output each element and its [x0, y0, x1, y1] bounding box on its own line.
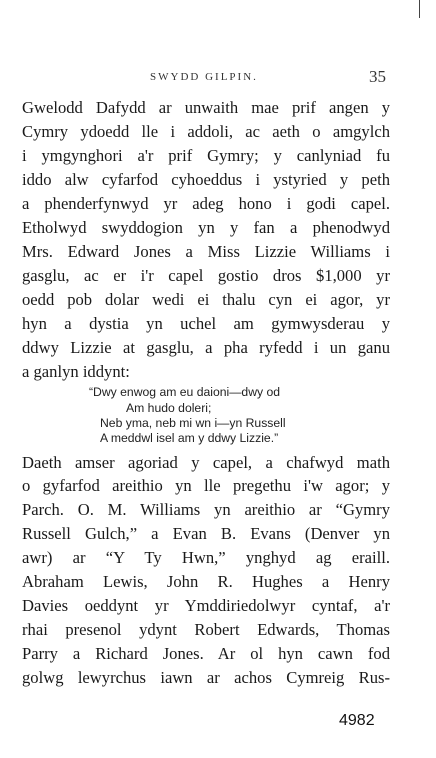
text-line: Parch. O. M. Williams yn areithio ar “Gymry [22, 500, 390, 519]
text-line: o gyfarfod areithio yn lle pregethu i'w agor; y [22, 476, 390, 495]
verse-line: Neb yma, neb mi wn i—yn Russell [100, 416, 286, 430]
verse-line: A meddwl isel am y ddwy Lizzie.” [100, 431, 279, 445]
text-line: hyn a dystia yn uchel am gymwysderau y [22, 314, 390, 333]
text-line: gasglu, ac er i'r capel gostio dros $1,000 yr [22, 266, 390, 285]
text-line: Mrs. Edward Jones a Miss Lizzie Williams i [22, 242, 390, 261]
text-line: Russell Gulch,” a Evan B. Evans (Denver yn [22, 524, 390, 543]
text-line: golwg lewyrchus iawn ar achos Cymreig Rus- [22, 668, 390, 687]
running-head: SWYDD GILPIN. [150, 71, 258, 83]
verse-line: “Dwy enwog am eu daioni—dwy od [89, 385, 281, 399]
page-edge-rule [419, 0, 420, 18]
text-line: ddwy Lizzie at gasglu, a pha ryfedd i un ganu [22, 338, 390, 357]
text-line: Gwelodd Dafydd ar unwaith mae prif angen y [22, 98, 390, 117]
text-line: Parry a Richard Jones. Ar ol hyn cawn fod [22, 644, 390, 663]
page-number: 35 [369, 67, 386, 86]
text-line: Etholwyd swyddogion yn y fan a phenodwyd [22, 218, 390, 237]
accession-number: 4982 [339, 712, 375, 729]
text-line: i ymgynghori a'r prif Gymry; y canlyniad fu [22, 146, 390, 165]
text-line: rhai presenol ydynt Robert Edwards, Thomas [22, 620, 390, 639]
text-line: oedd pob dolar wedi ei thalu cyn ei agor, yr [22, 290, 390, 309]
text-line: iddo alw cyfarfod cyhoeddus i ystyried y peth [22, 170, 390, 189]
text-line: Cymry ydoedd lle i addoli, ac aeth o amgylch [22, 122, 390, 141]
text-line: Daeth amser agoriad y capel, a chafwyd math [22, 453, 390, 472]
text-line: Abraham Lewis, John R. Hughes a Henry [22, 572, 390, 591]
text-line: a ganlyn iddynt: [22, 362, 130, 381]
verse-line: Am hudo doleri; [126, 401, 212, 415]
text-line: Davies oeddynt yr Ymddiriedolwyr cyntaf, a'r [22, 596, 390, 615]
text-line: awr) ar “Y Ty Hwn,” ynghyd ag eraill. [22, 548, 390, 567]
text-line: a phenderfynwyd yr adeg hono i godi capel. [22, 194, 390, 213]
